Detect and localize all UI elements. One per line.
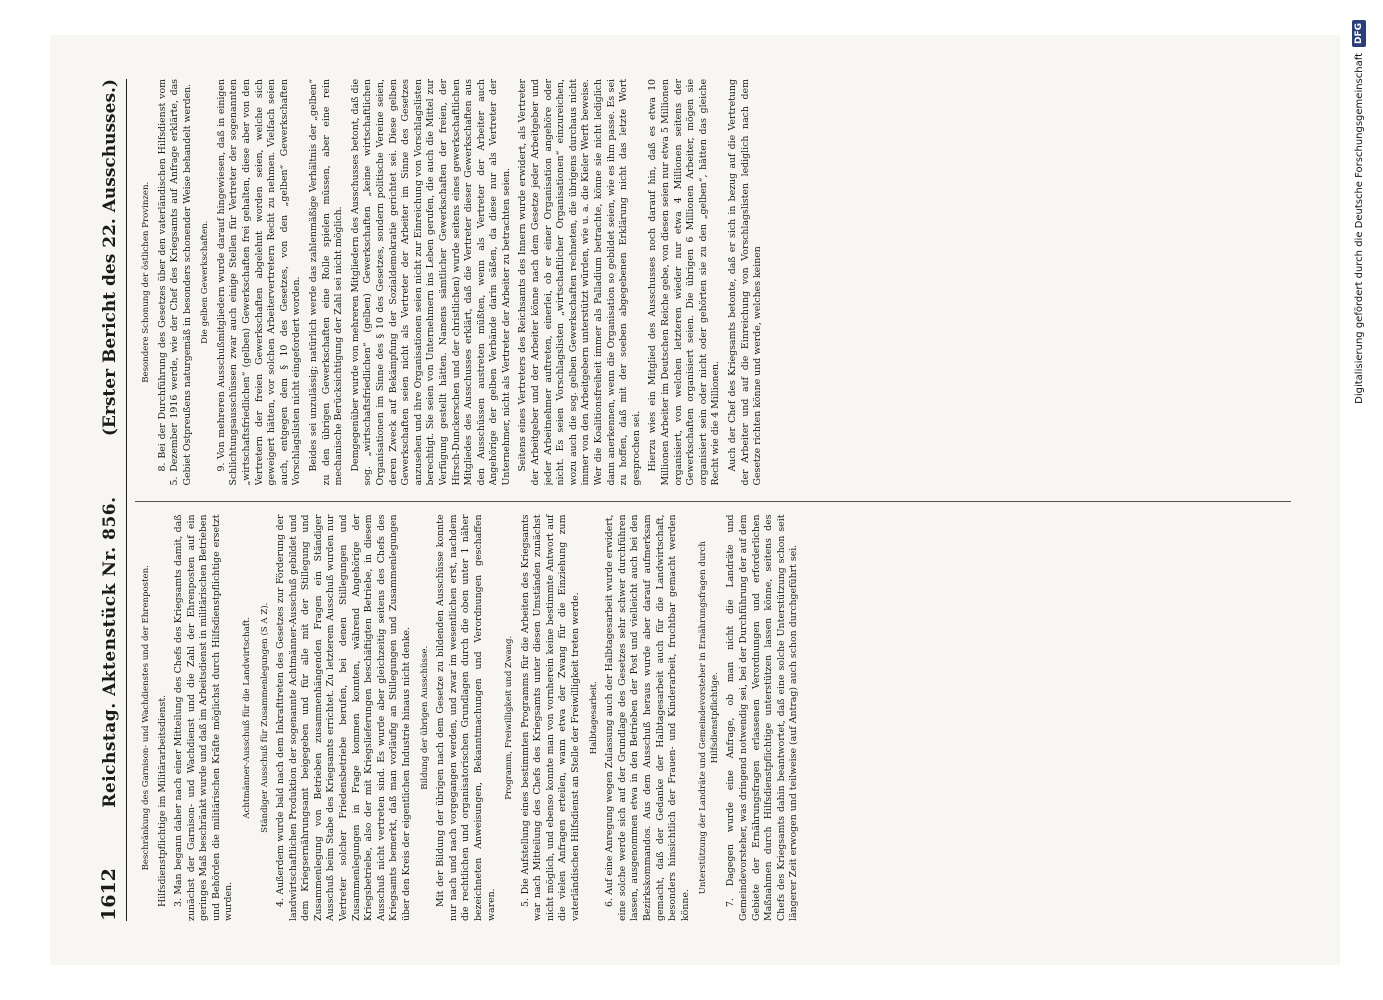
paragraph: 8. Bei der Durchführung des Gesetzes über den vaterländischen Hilfsdienst vom 5. Dezember 1916 werde, wie der Chef des Kriegsamts auf Anfrage erklärte, das Gebiet Ostpreußens naturgemäß in besonders schonender Weise behandelt werden.: [156, 79, 193, 486]
section-heading: Bildung der übrigen Ausschüsse.: [419, 645, 430, 790]
page-header: [98, 79, 127, 921]
page-title: Reichstag. Aktenstück Nr. 856.: [100, 496, 120, 808]
report-title: (Erster Bericht des 22. Ausschusses.): [100, 79, 120, 437]
section-heading: Unterstützung der Landräte und Gemeindevorsteher in Ernährungsfragen durch Hilfsdienstpflichtige.: [698, 541, 720, 895]
paragraph: 3. Man begann daher nach einer Mitteilung des Chefs des Kriegsamts damit, daß zunächst der Garnison- und Wachdienst und die Zahl der Ehrenposten auf ein geringes Maß beschränkt wurde und daß im Arbeitsdienst in militärischen Betrieben und Behörden die militärischen Kräfte möglichst durch Hilfsdienstpflichtige ersetzt wurden.: [173, 514, 235, 921]
paragraph: 5. Die Aufstellung eines bestimmten Programms für die Arbeiten des Kriegsamts war nach Mitteilung des Chefs des Kriegsamts unter diesen Umständen zunächst nicht möglich, und ebenso konnte man von vornherein keine bestimmte Antwort auf die vielen Anfragen erteilen, wann etwa der Zwang für die Einziehung zum vaterländischen Hilfsdienst an Stelle der Freiwilligkeit treten werde.: [519, 514, 582, 921]
paragraph: Hierzu wies ein Mitglied des Ausschusses noch darauf hin, daß es etwa 10 Millionen Arbeiter im Deutschen Reiche gebe, von diesen seien nur etwa 5 Millionen organisiert, von welchen letzteren wieder nur etwa 4 Millionen seitens der Gewerkschaften organisiert seien. Die übrigen 6 Millionen Arbeiter, mögen sie organisiert sein oder nicht oder gehörten sie zu den „gelben“, hätten das gleiche Recht wie die 4 Millionen.: [647, 79, 722, 486]
scanned-page: [50, 35, 1340, 965]
paragraph: Auch der Chef des Kriegsamts betonte, daß er sich in bezug auf die Vertretung der Arbeiter und auf die Einreichung von Vorschlagslisten lediglich nach dem Gesetze richten könne und werde, welches keinen: [726, 79, 764, 486]
section-heading: Besondere Schonung der östlichen Provinzen.: [141, 181, 151, 383]
paragraph: 9. Von mehreren Ausschußmitgliedern wurde darauf hingewiesen, daß in einigen Schlichtungsausschüssen zwar auch einige Stellen für Vertreter der sogenannten „wirtschaftsfriedlichen“ (gelben) Gewerkschaften frei gehalten, diese aber von den Vertretern der freien Gewerkschaften abgelehnt worden seien, welche sich geweigert hätten, vor solchen Arbeitervertretern Recht zu nehmen. Vielfach seien auch, entgegen dem § 10 des Gesetzes, von den „gelben“ Gewerkschaften Vorschlagslisten nicht eingefordert worden.: [215, 79, 303, 486]
paragraph: 6. Auf eine Anregung wegen Zulassung auch der Halbtagesarbeit wurde erwidert, eine solche werde sich auf der Grundlage des Gesetzes sehr schwer durchführen lassen, ausgenommen etwa in den Betrieben der Post und vielleicht auch bei den Bezirkskommandos. Aus dem Ausschuß heraus wurde aber darauf aufmerksam gemacht, daß der Gedanke der Halbtagesarbeit auch für die Landwirtschaft, besonders hinsichtlich der Frauen- und Kinderarbeit, fruchtbar gemacht werden könne.: [604, 514, 691, 921]
paragraph: Mit der Bildung der übrigen nach dem Gesetze zu bildenden Ausschüsse konnte nur nach und nach vorgegangen werden, und zwar im wesentlichen erst, nachdem die rechtlichen und organisatorischen Grundlagen durch die oben unter 1 näher bezeichneten Anweisungen, Bekanntmachungen und Verordnungen geschaffen waren.: [435, 514, 497, 921]
section-heading: Programm, Freiwilligkeit und Zwang.: [504, 635, 515, 800]
section-heading: Achtmänner-Ausschuß für die Landwirtschaft.: [242, 616, 253, 819]
page-number: 1612: [98, 868, 120, 921]
paragraph: Seitens eines Vertreters des Reichsamts des Innern wurde erwidert, als Vertreter der Arbeitgeber und der Arbeiter könne nach dem Gesetze jeder Arbeitgeber und jeder Arbeitnehmer auftreten, einerlei, ob er einer Organisation angehöre oder nicht. Es seien Vorschlagslisten „wirtschaftlicher Organisationen“ einzureichen, wozu auch die sog. gelben Gewerkschaften rechneten, die übrigens durchaus nicht immer von den Arbeitgebern unterstützt würden, wie u. a. die Kieler Werft beweise. Wer die Koalitionsfreiheit immer als Palladium betrachte, könne sie nicht lediglich dann anerkennen, wenn die Organisation so gebildet seien, wie es ihm passe. Es sei zu hoffen, daß mit der soeben abgegebenen Erklärung nicht das letzte Wort gesprochen sei.: [517, 79, 642, 486]
paragraph: Beides sei unzulässig; natürlich werde das zahlenmäßige Verhältnis der „gelben“ zu den übrigen Gewerkschaften eine Rolle spielen müssen, aber eine rein mechanische Berücksichtigung der Zahl sei nicht möglich.: [307, 79, 345, 486]
paragraph: Hilfsdienstpflichtige im Militärarbeitsdienst.: [156, 694, 168, 907]
text-column-right: [135, 79, 1291, 486]
text-column-left: [135, 502, 1291, 922]
section-heading: Halbtagesarbeit.: [588, 681, 599, 755]
digitization-footer: [1345, 20, 1373, 980]
section-heading: Ständiger Ausschuß für Zusammenlegungen (S A Z).: [259, 602, 270, 833]
funding-note: Digitalisierung gefördert durch die Deutsche Forschungsgemeinschaft: [1353, 53, 1365, 404]
paragraph: 4. Außerdem wurde bald nach dem Inkrafttreten des Gesetzes zur Förderung der landwirtschaftlichen Produktion der sogenannte Achtmänner-Ausschuß gebildet und dem Kriegsernährungsamt beigegeben und für alle mit der Stillegung und Zusammenlegung von Betrieben zusammenhängenden Fragen ein Ständiger Ausschuß beim Stabe des Kriegsamts errichtet. Zu letzterem Ausschuß wurden nur Vertreter solcher Friedensbetriebe berufen, bei denen Stillegungen und Zusammenlegungen in Frage kommen konnten, während Angehörige der Kriegsbetriebe, also der mit Kriegslieferungen beschäftigten Betriebe, in diesem Ausschuß nicht vertreten sind. Es wurde aber gleichzeitig seitens des Chefs des Kriegsamts bemerkt, daß man vorläufig an Stillegungen und Zusammenlegungen über den Kreis der eigentlichen Industrie hinaus nicht denke.: [275, 514, 413, 921]
paragraph: 7. Dagegen wurde eine Anfrage, ob man nicht die Landräte und Gemeindevorsteher, was dringend notwendig sei, bei der Durchführung der auf dem Gebiete der Ernährungsfragen erlassenen Verordnungen und erforderlichen Maßnahmen durch Hilfsdienstpflichtige unterstützen lassen könne, seitens des Chefs des Kriegsamts dahin beantwortet, daß eine solche Unterstützung schon seit längerer Zeit erwogen und teilweise (auf Antrag) auch schon durchgeführt sei.: [725, 514, 800, 921]
paragraph: Demgegenüber wurde von mehreren Mitgliedern des Ausschusses betont, daß die sog. „wirtschaftsfriedlichen“ (gelben) Gewerkschaften „keine wirtschaftlichen Organisationen im Sinne des § 10 des Gesetzes, sondern politische Vereine seien, deren Zweck auf Bekämpfung der Sozialdemokratie gerichtet sei. Diese gelben Gewerkschaften seien nicht als Vertreter der Arbeiter im Sinne des Gesetzes anzusehen und ihre Organisationen seien nicht zur Einreichung von Vorschlagslisten berechtigt. Sie seien von Unternehmern ins Leben gerufen, die auch die Mittel zur Verfügung gestellt hätten. Namens sämtlicher Gewerkschaften der freien, der Hirsch-Dunckerschen und der christlichen) wurde seitens eines gewerkschaftlichen Mitgliedes des Ausschusses erklärt, daß die Vertreter dieser Gewerkschaften aus den Ausschüssen austreten müßten, wenn als Vertreter der Arbeiter auch Angehörige der gelben Verbände darin säßen, da diese nur als Vertreter der Unternehmer, nicht als Vertreter der Arbeiter zu betrachten seien.: [349, 79, 512, 486]
document-page: [80, 55, 1310, 945]
section-heading: Beschränkung des Garnison- und Wachdienstes und der Ehrenposten.: [141, 565, 151, 871]
dfg-logo: DFG: [1352, 20, 1366, 47]
section-heading: Die gelben Gewerkschaften.: [200, 220, 211, 344]
